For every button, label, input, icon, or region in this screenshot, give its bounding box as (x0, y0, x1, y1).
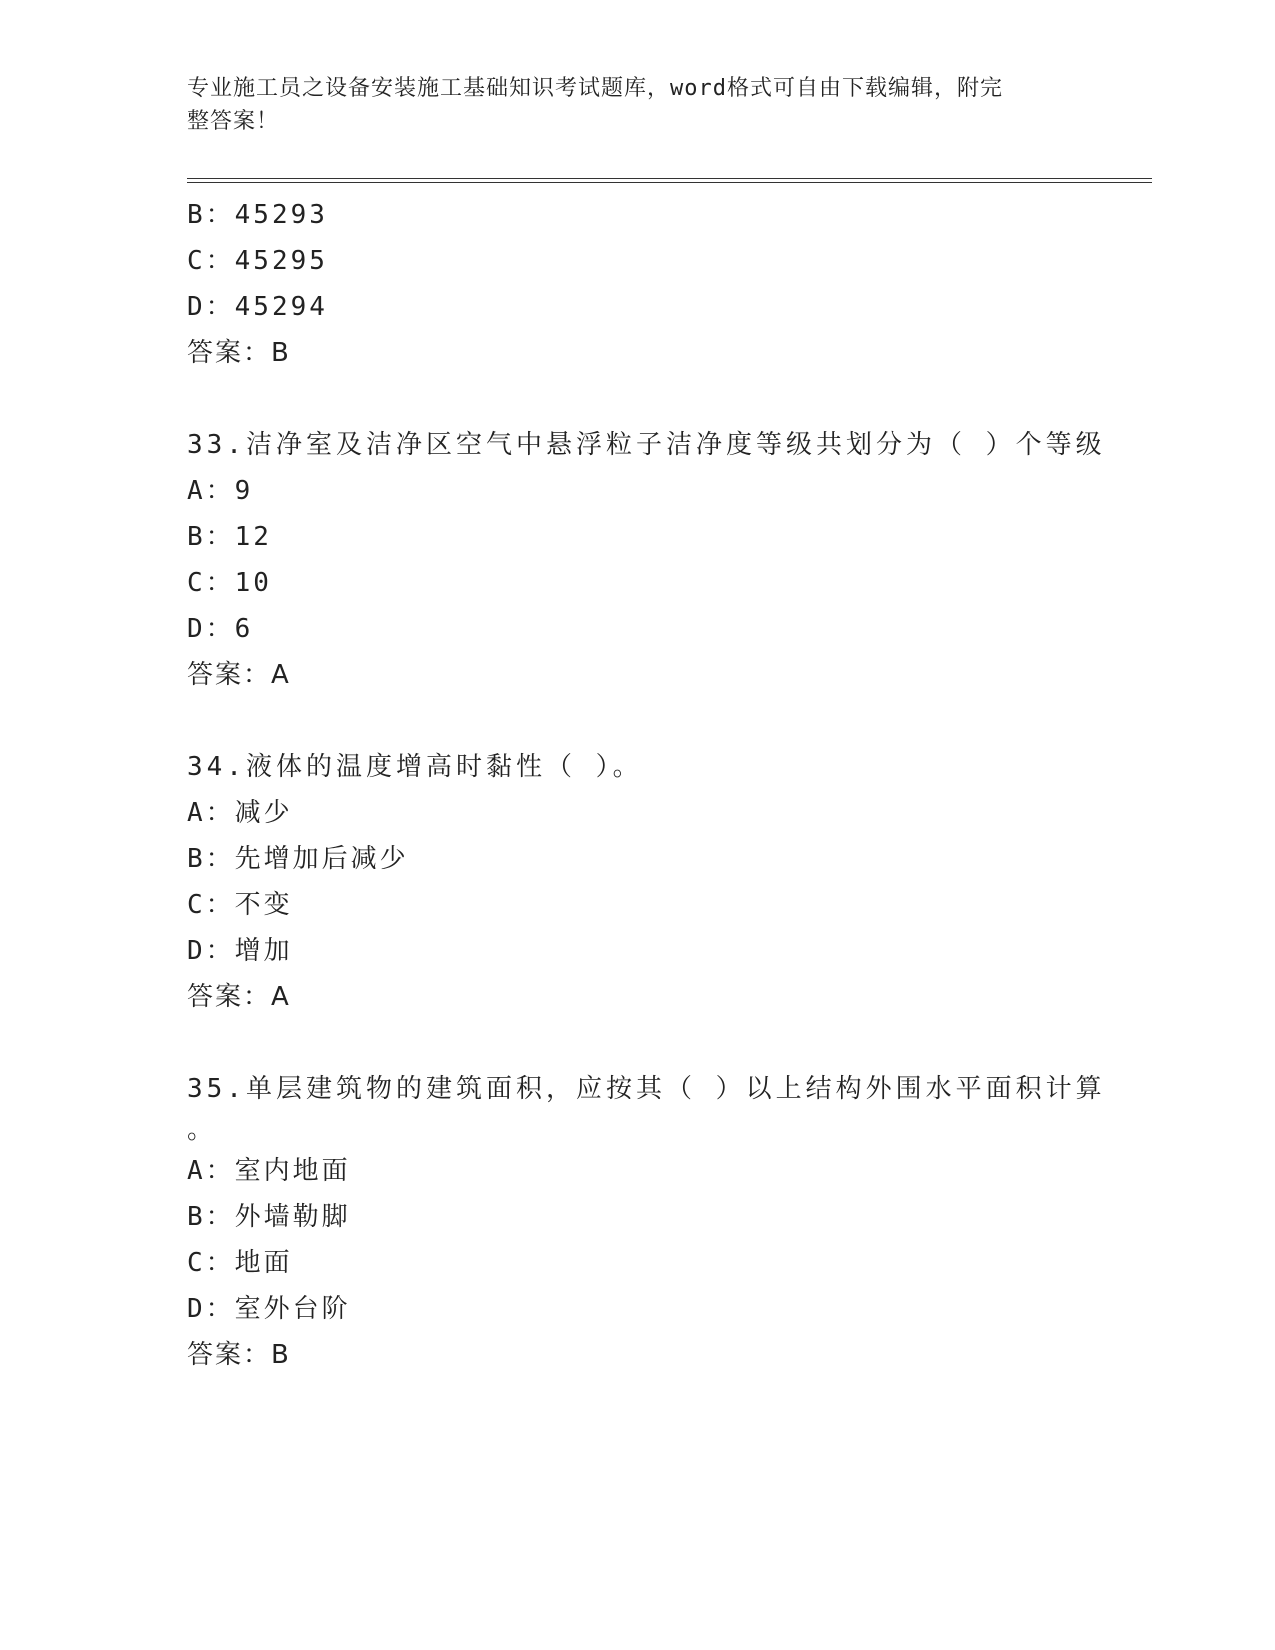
option-b: B：45293 (187, 200, 328, 230)
question-33 (187, 422, 1106, 698)
spacer (187, 698, 1087, 744)
question-title: 33.洁净室及洁净区空气中悬浮粒子洁净度等级共划分为（ ）个等级 (187, 430, 1106, 460)
question-list (187, 192, 1106, 1378)
option-c: C：45295 (187, 246, 328, 276)
option-a: A：9 (187, 476, 254, 506)
question-32-tail (187, 192, 1087, 376)
option-d: D：6 (187, 614, 254, 644)
answer: 答案：A (187, 982, 291, 1012)
header-divider-bottom (187, 182, 1152, 183)
document-header (187, 72, 1067, 138)
question-title: 34.液体的温度增高时黏性（ ）。 (187, 752, 643, 782)
spacer (187, 1020, 1087, 1066)
option-b: B：先增加后减少 (187, 844, 409, 874)
header-line-1: 专业施工员之设备安装施工基础知识考试题库，word格式可自由下载编辑，附完 (187, 76, 1003, 101)
question-34 (187, 744, 1087, 1020)
answer: 答案：B (187, 338, 291, 368)
option-c: C：不变 (187, 890, 293, 920)
option-d: D：室外台阶 (187, 1294, 351, 1324)
header-divider-top (187, 178, 1152, 179)
question-title-wrap: 。 (187, 1115, 214, 1145)
option-b: B：外墙勒脚 (187, 1202, 351, 1232)
question-title: 35.单层建筑物的建筑面积，应按其（ ）以上结构外围水平面积计算 (187, 1074, 1106, 1104)
option-b: B：12 (187, 522, 272, 552)
answer: 答案：B (187, 1340, 291, 1370)
option-d: D：增加 (187, 936, 293, 966)
option-d: D：45294 (187, 292, 328, 322)
spacer (187, 376, 1087, 422)
answer: 答案：A (187, 660, 291, 690)
option-a: A：减少 (187, 798, 293, 828)
option-c: C：地面 (187, 1248, 293, 1278)
option-a: A：室内地面 (187, 1156, 351, 1186)
option-c: C：10 (187, 568, 272, 598)
question-35 (187, 1066, 1106, 1378)
header-line-2: 整答案！ (187, 109, 280, 134)
